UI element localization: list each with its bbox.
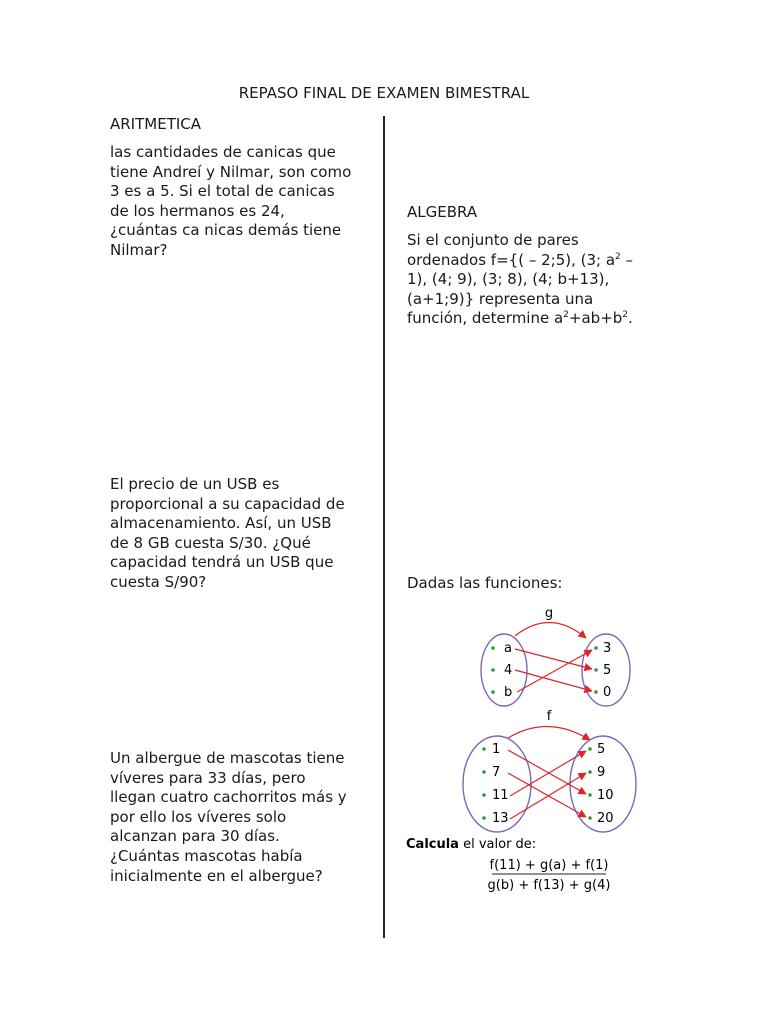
point-dot xyxy=(588,747,592,751)
arrow-f-label xyxy=(508,726,590,740)
codomain-element: 5 xyxy=(603,663,612,678)
domain-element: 7 xyxy=(492,765,501,780)
problem-line: ¿Cuántas mascotas había xyxy=(110,846,303,865)
codomain-element: 0 xyxy=(603,685,612,700)
problem-line: El precio de un USB es xyxy=(110,475,280,493)
function-label-f: f xyxy=(546,709,552,724)
fraction-denominator: g(b) + f(13) + g(4) xyxy=(487,878,611,893)
codomain-element: 3 xyxy=(603,641,612,656)
problem-line: ordenados f={( – 2;5), (3; $a^2$ – xyxy=(407,250,634,269)
problem-line: Si el conjunto de pares xyxy=(407,231,579,249)
problem-line: tiene Andreí y Nilmar, son como xyxy=(110,162,352,181)
problem-functions-intro: Dadas las funciones: xyxy=(407,574,563,592)
problem-line: víveres para 33 días, pero xyxy=(110,768,306,787)
point-dot xyxy=(588,770,592,774)
problem-canicas xyxy=(110,143,351,261)
function-diagrams xyxy=(400,600,650,900)
point-dot xyxy=(594,668,598,672)
problem-line: Nilmar? xyxy=(110,240,168,259)
problem-line: ¿cuántas ca nicas demás tiene xyxy=(110,221,342,240)
calc-instruction: Calcula el valor de: xyxy=(406,837,537,852)
problem-line: 3 es a 5. Si el total de canicas xyxy=(110,182,335,201)
problem-line: las cantidades de canicas que xyxy=(110,143,336,161)
mapping-arrow xyxy=(517,650,592,692)
problem-line: inicialmente en el albergue? xyxy=(110,866,323,885)
point-dot xyxy=(482,770,486,774)
page-title: REPASO FINAL DE EXAMEN BIMESTRAL xyxy=(238,84,530,102)
arrow-g-label xyxy=(515,622,586,638)
domain-element: 4 xyxy=(504,663,513,678)
diagram-f xyxy=(463,709,636,832)
diagram-g xyxy=(481,606,630,706)
mapping-arrow xyxy=(508,750,586,794)
problem-line: (a+1;9)} representa una xyxy=(407,289,594,308)
problem-line: llegan cuatro cachorritos más y xyxy=(110,788,347,807)
domain-element: 1 xyxy=(492,742,501,757)
point-dot xyxy=(491,646,495,650)
domain-element: a xyxy=(504,641,512,656)
problem-line: almacenamiento. Así, un USB xyxy=(110,514,332,533)
domain-element: 11 xyxy=(492,788,509,803)
codomain-element: 5 xyxy=(597,742,606,757)
codomain-element: 10 xyxy=(597,788,614,803)
problem-line: de 8 GB cuesta S/30. ¿Qué xyxy=(110,533,311,552)
problem-line: cuesta S/90? xyxy=(110,572,207,591)
codomain-element: 9 xyxy=(597,765,606,780)
function-label-g: g xyxy=(544,606,554,621)
column-divider xyxy=(383,116,385,938)
point-dot xyxy=(482,816,486,820)
fraction-numerator: f(11) + g(a) + f(1) xyxy=(489,858,609,873)
point-dot xyxy=(588,793,592,797)
problem-line: 1), (4; 9), (3; 8), (4; b+13), xyxy=(407,270,610,289)
domain-element: b xyxy=(504,685,513,700)
problem-line: Un albergue de mascotas tiene xyxy=(110,749,345,767)
problem-usb xyxy=(110,475,345,593)
problem-albergue xyxy=(110,749,347,886)
point-dot xyxy=(482,793,486,797)
problem-line: por ello los víveres solo xyxy=(110,807,287,826)
section-heading-algebra: ALGEBRA xyxy=(407,203,478,221)
problem-line: alcanzan para 30 días. xyxy=(110,827,280,846)
point-dot xyxy=(588,816,592,820)
problem-line: capacidad tendrá un USB que xyxy=(110,553,334,572)
point-dot xyxy=(594,690,598,694)
problem-line: proporcional a su capacidad de xyxy=(110,494,345,513)
domain-element: 13 xyxy=(492,811,509,826)
codomain-element: 20 xyxy=(597,811,614,826)
point-dot xyxy=(491,690,495,694)
problem-line: de los hermanos es 24, xyxy=(110,201,285,220)
point-dot xyxy=(482,747,486,751)
section-heading-aritmetica: ARITMETICA xyxy=(110,115,202,133)
problem-line: función, determine $a^2+ab+b^2$. xyxy=(407,309,633,328)
problem-pares-ordenados xyxy=(407,231,633,329)
point-dot xyxy=(594,646,598,650)
point-dot xyxy=(491,668,495,672)
